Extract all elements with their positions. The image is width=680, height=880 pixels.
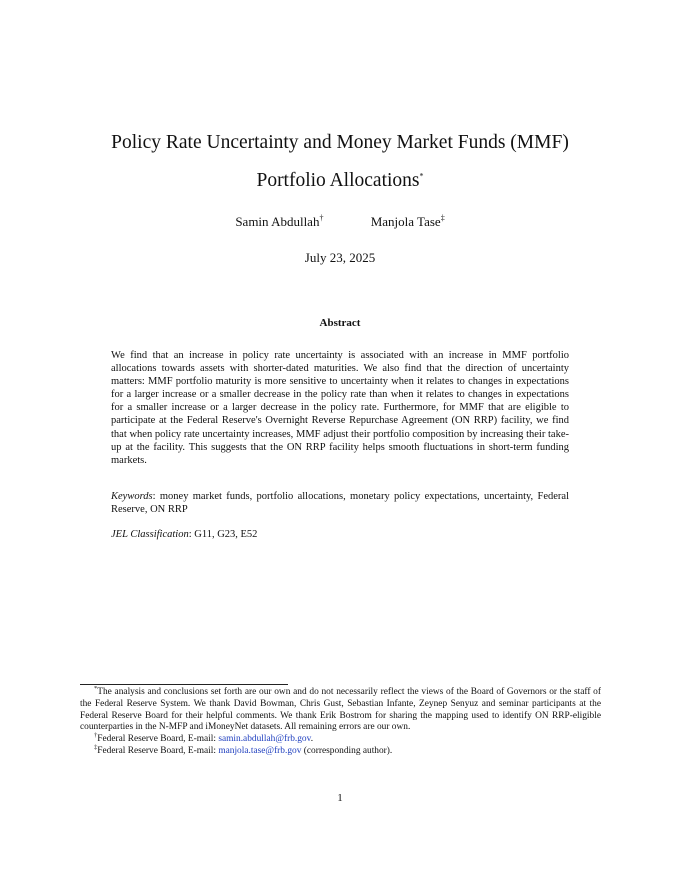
- abstract-heading: Abstract: [319, 317, 361, 329]
- keywords: [111, 490, 569, 516]
- footnote-3-suffix: (corresponding author).: [301, 745, 393, 756]
- footnote-2-suffix: .: [310, 734, 314, 745]
- author-2-name: Manjola Tase: [370, 214, 441, 229]
- footnote-3-mark: ‡: [94, 743, 98, 751]
- jel-text: : G11, G23, E52: [188, 529, 258, 540]
- author-1: [235, 214, 323, 230]
- footnote-1-text: The analysis and conclusions set forth are our own and do not necessarily reflect the views of the Board of Governors or the staff of the Federal Reserve System. We thank David Bowman, Chris Gust, Sebastian Infante, Zeynep Senyuz and seminar participants at the Federal Reserve Board for their helpful comments. We thank Erik Bostrom for sharing the mapping used to identify ON RRP-eligible counterparties in the N-MFP and iMoneyNet datasets. All remaining errors are our own.: [80, 687, 601, 733]
- paper-title-line-2: [60, 169, 620, 192]
- email-link-tase[interactable]: manjola.tase@frb.gov: [218, 745, 302, 756]
- footnote-2-prefix: Federal Reserve Board, E-mail:: [97, 734, 219, 745]
- email-link-abdullah[interactable]: samin.abdullah@frb.gov: [218, 734, 311, 745]
- footnote-2: [80, 734, 601, 746]
- author-2-mark: ‡: [440, 213, 445, 223]
- paper-date: July 23, 2025: [304, 250, 376, 265]
- paper-title-line-2-text: Portfolio Allocations: [256, 170, 420, 191]
- keywords-text: : money market funds, portfolio allocations, monetary policy expectations, uncertainty, Federal Reserve, ON RRP: [111, 491, 569, 516]
- footnote-1: [80, 684, 601, 734]
- keywords-label: Keywords: [111, 491, 153, 502]
- paper-title-line-1: Policy Rate Uncertainty and Money Market Funds (MMF): [111, 132, 569, 153]
- footnotes: [80, 684, 601, 758]
- author-1-mark: †: [319, 213, 324, 223]
- footnote-rule: [80, 684, 288, 685]
- author-2: [371, 214, 445, 230]
- jel-label: JEL Classification: [111, 529, 189, 540]
- abstract-body: We find that an increase in policy rate uncertainty is associated with an increase in MMF portfolio allocations towards assets with shorter-dated maturities. We also find that the direction of uncertainty matters: MMF portfolio maturity is more sensitive to uncertainty when it relates to changes in expectations for a larger increase or a smaller decrease in the policy rate than when it relates to changes in expectations for a smaller increase or a larger decrease in the policy rate. Furthermore, for MMF that are eligible to participate at the Federal Reserve's Overnight Reverse Repurchase Agreement (ON RRP) facility, we find that when policy rate uncertainty increases, MMF adjust their portfolio composition by increasing their take-up at the facility. This suggests that the ON RRP facility helps smooth fluctuations in short-term funding markets.: [111, 350, 569, 466]
- jel-classification: [111, 529, 569, 540]
- footnote-3-prefix: Federal Reserve Board, E-mail:: [97, 745, 219, 756]
- footnote-1-mark: *: [94, 684, 98, 692]
- author-list: [0, 214, 680, 230]
- page-number: 1: [337, 792, 343, 804]
- footnote-2-mark: †: [94, 732, 98, 740]
- author-1-name: Samin Abdullah: [235, 214, 320, 229]
- title-footnote-mark: *: [419, 171, 424, 181]
- footnote-3: [80, 743, 601, 758]
